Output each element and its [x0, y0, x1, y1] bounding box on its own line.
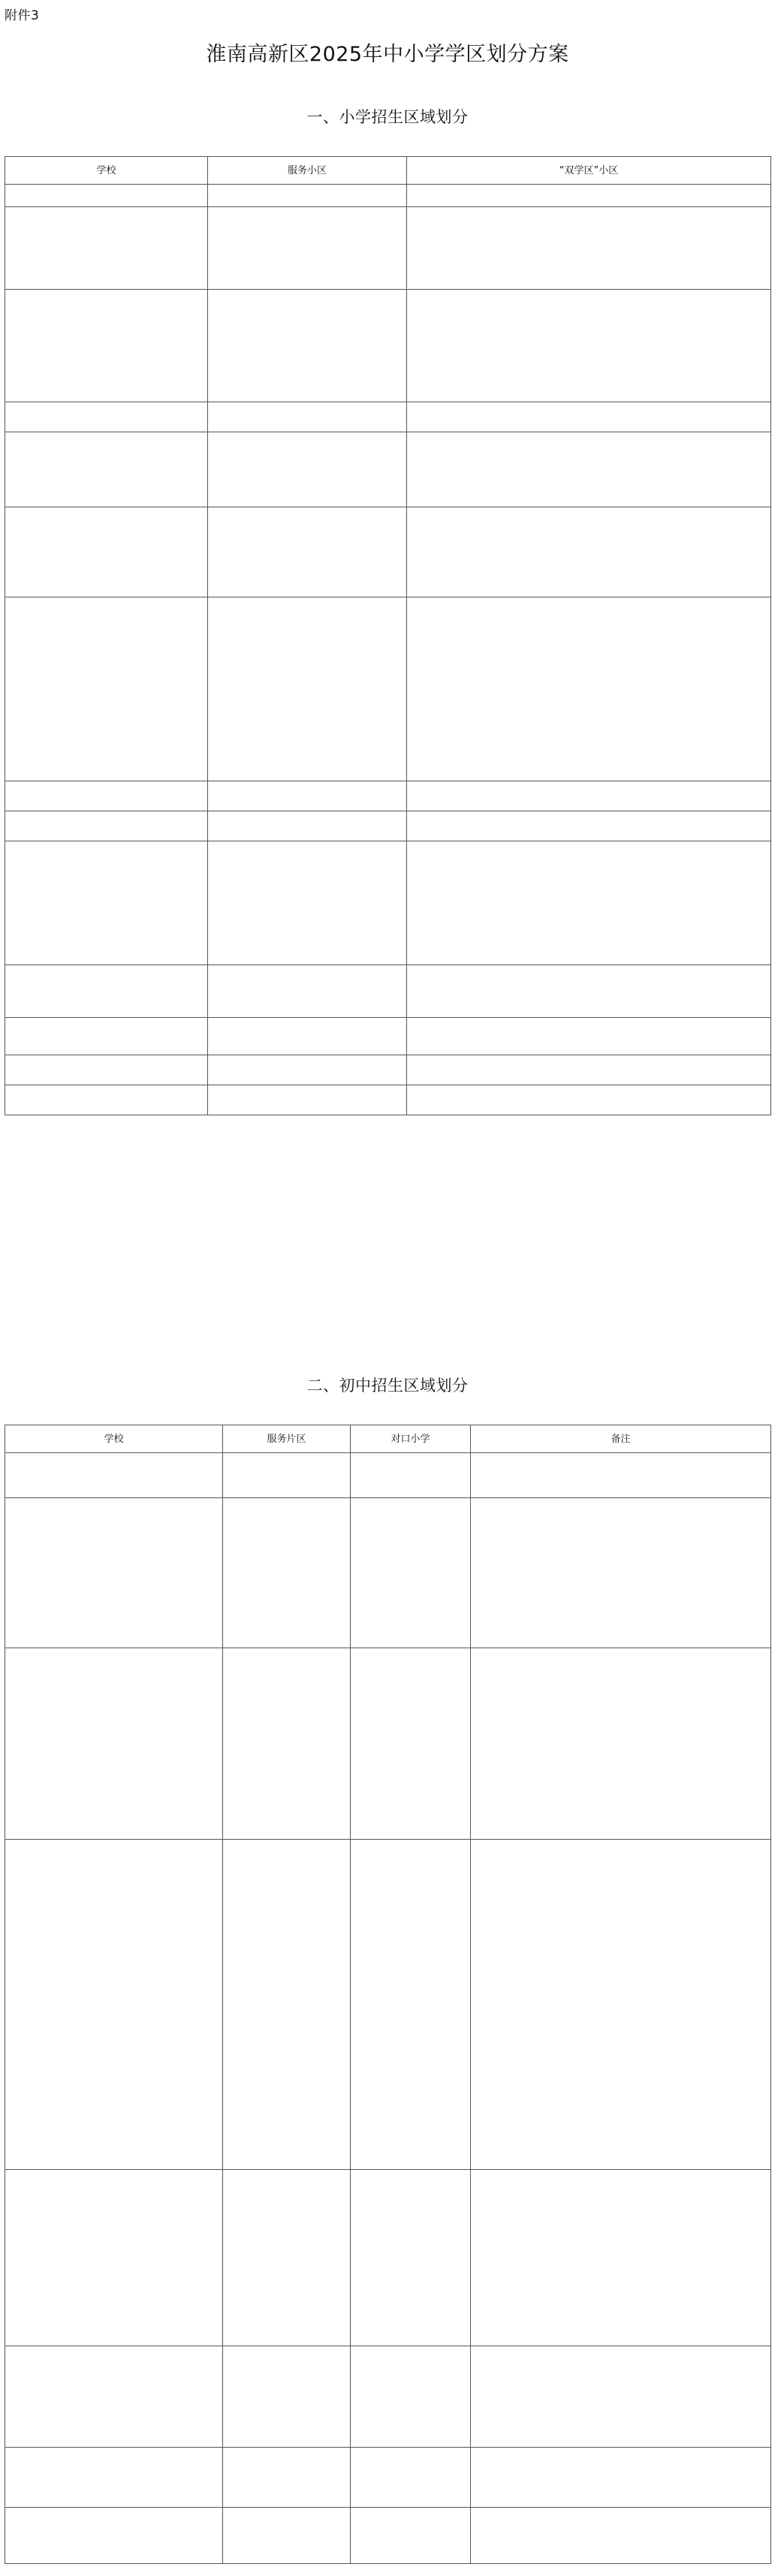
dual-district-communities — [407, 811, 771, 841]
school-name — [5, 1840, 223, 2170]
table-row — [5, 1648, 771, 1840]
feeder-school — [351, 1498, 471, 1648]
school-name — [5, 507, 208, 597]
dual-district-communities — [407, 1018, 771, 1055]
service-communities — [208, 432, 407, 507]
table-row — [5, 1085, 771, 1115]
table-row — [5, 1055, 771, 1085]
notes — [471, 1840, 771, 2170]
table-row — [5, 1018, 771, 1055]
service-zone — [223, 1840, 351, 2170]
table-row — [5, 185, 771, 207]
service-zone — [223, 1498, 351, 1648]
attachment-label: 附件3 — [5, 8, 40, 23]
dual-district-communities — [407, 841, 771, 965]
table-row — [5, 1840, 771, 2170]
school-name — [5, 841, 208, 965]
column-header-school: 学校 — [5, 1425, 223, 1453]
column-header-notes: 备注 — [471, 1425, 771, 1453]
school-name — [5, 2508, 223, 2564]
table-row — [5, 402, 771, 432]
table-row — [5, 1498, 771, 1648]
notes — [471, 2170, 771, 2346]
service-communities — [208, 597, 407, 781]
table-row — [5, 290, 771, 402]
table-row — [5, 2346, 771, 2448]
school-name — [5, 402, 208, 432]
school-name — [5, 2346, 223, 2448]
table-row — [5, 507, 771, 597]
table-row — [5, 432, 771, 507]
school-name — [5, 597, 208, 781]
school-name — [5, 185, 208, 207]
dual-district-communities — [407, 207, 771, 290]
middle-section-title: 二、初中招生区域划分 — [306, 1377, 469, 1395]
table-row — [5, 965, 771, 1018]
school-name — [5, 1055, 208, 1085]
feeder-school — [351, 1648, 471, 1840]
dual-district-communities — [407, 1085, 771, 1115]
school-name — [5, 781, 208, 811]
table-row — [5, 207, 771, 290]
service-communities — [208, 1018, 407, 1055]
school-name — [5, 1018, 208, 1055]
feeder-school — [351, 2448, 471, 2508]
column-header-service-area: 服务小区 — [208, 157, 407, 185]
column-header-service-zone: 服务片区 — [223, 1425, 351, 1453]
service-communities — [208, 1085, 407, 1115]
service-communities — [208, 207, 407, 290]
service-zone — [223, 1648, 351, 1840]
notes — [471, 1648, 771, 1840]
primary-school-table — [5, 156, 771, 1115]
school-name — [5, 1498, 223, 1648]
dual-district-communities — [407, 185, 771, 207]
feeder-school — [351, 1453, 471, 1498]
service-communities — [208, 185, 407, 207]
service-zone — [223, 1453, 351, 1498]
service-communities — [208, 965, 407, 1018]
feeder-school — [351, 2170, 471, 2346]
school-name — [5, 2170, 223, 2346]
service-communities — [208, 811, 407, 841]
school-name — [5, 965, 208, 1018]
column-header-school: 学校 — [5, 157, 208, 185]
table-header-row — [5, 1425, 771, 1453]
school-name — [5, 1648, 223, 1840]
dual-district-communities — [407, 402, 771, 432]
feeder-school — [351, 2508, 471, 2564]
notes — [471, 1498, 771, 1648]
feeder-school — [351, 2346, 471, 2448]
page-title: 淮南高新区2025年中小学学区划分方案 — [206, 43, 569, 66]
table-row — [5, 841, 771, 965]
dual-district-communities — [407, 290, 771, 402]
service-communities — [208, 781, 407, 811]
table-row — [5, 2448, 771, 2508]
table-row — [5, 2508, 771, 2564]
table-row — [5, 597, 771, 781]
column-header-feeder-school: 对口小学 — [351, 1425, 471, 1453]
school-name — [5, 290, 208, 402]
service-zone — [223, 2508, 351, 2564]
dual-district-communities — [407, 1055, 771, 1085]
dual-district-communities — [407, 432, 771, 507]
middle-school-table — [5, 1425, 771, 2564]
service-communities — [208, 1055, 407, 1085]
school-name — [5, 432, 208, 507]
table-row — [5, 811, 771, 841]
dual-district-communities — [407, 597, 771, 781]
feeder-school — [351, 1840, 471, 2170]
notes — [471, 1453, 771, 1498]
dual-district-communities — [407, 781, 771, 811]
service-zone — [223, 2170, 351, 2346]
notes — [471, 2448, 771, 2508]
school-name — [5, 811, 208, 841]
school-name — [5, 2448, 223, 2508]
dual-district-communities — [407, 507, 771, 597]
table-row — [5, 1453, 771, 1498]
table-row — [5, 2170, 771, 2346]
service-zone — [223, 2448, 351, 2508]
column-header-dual-district: “双学区”小区 — [407, 157, 771, 185]
school-name — [5, 1085, 208, 1115]
notes — [471, 2346, 771, 2448]
service-zone — [223, 2346, 351, 2448]
table-header-row — [5, 157, 771, 185]
dual-district-communities — [407, 965, 771, 1018]
primary-section-title: 一、小学招生区域划分 — [306, 108, 469, 126]
service-communities — [208, 402, 407, 432]
school-name — [5, 207, 208, 290]
notes — [471, 2508, 771, 2564]
table-row — [5, 781, 771, 811]
service-communities — [208, 290, 407, 402]
service-communities — [208, 507, 407, 597]
school-name — [5, 1453, 223, 1498]
service-communities — [208, 841, 407, 965]
